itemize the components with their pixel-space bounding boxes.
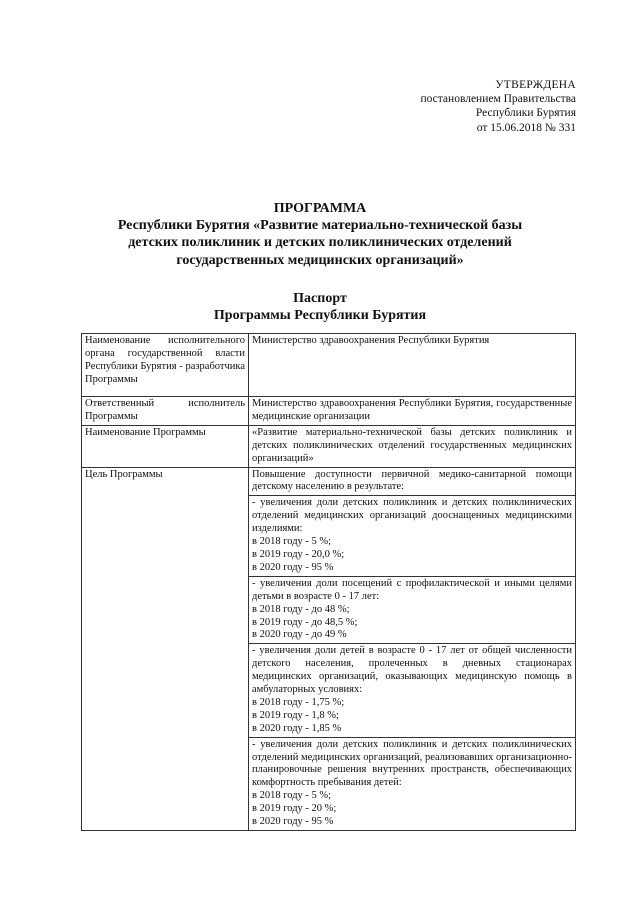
program-title-line-2: Республики Бурятия «Развитие материально-технической базы bbox=[117, 218, 523, 234]
goal-1-2019: в 2019 году - 20,0 %; bbox=[252, 548, 345, 560]
goal-3-cell bbox=[249, 644, 576, 737]
program-name-label-cell bbox=[82, 425, 249, 467]
goal-3-2020: в 2020 году - 1,85 % bbox=[252, 722, 342, 734]
goal-4-2018: в 2018 году - 5 %; bbox=[252, 790, 332, 802]
program-title-line-4: государственных медицинских организаций» bbox=[176, 252, 464, 268]
executor-label-cell bbox=[82, 397, 249, 426]
goal-4-2019: в 2019 году - 20 %; bbox=[252, 803, 337, 815]
goal-3-2018: в 2018 году - 1,75 %; bbox=[252, 696, 345, 708]
approval-line-2: Республики Бурятия bbox=[475, 107, 576, 120]
goal-2-cell bbox=[249, 576, 576, 644]
program-name-value: «Развитие материально-технической базы детских поликлиник и детских поликлинических отделений государственных медицинских организаций» bbox=[252, 426, 572, 464]
goal-intro: Повышение доступности первичной медико-санитарной помощи детскому населению в результате: bbox=[252, 468, 572, 493]
approval-block bbox=[316, 78, 576, 135]
goal-1-2018: в 2018 году - 5 %; bbox=[252, 536, 332, 548]
program-name-value-cell bbox=[249, 425, 576, 467]
executor-label: Ответственный исполнитель Программы bbox=[85, 398, 245, 422]
passport-table bbox=[81, 333, 576, 831]
passport-title bbox=[70, 290, 570, 324]
developer-label: Наименование исполнительного органа государственной власти Республики Бурятия - разработчика Программы bbox=[85, 335, 245, 385]
goal-2-2018: в 2018 году - до 48 %; bbox=[252, 603, 350, 615]
table-row bbox=[82, 397, 576, 426]
developer-value-cell bbox=[249, 334, 576, 397]
approval-line-3: от 15.06.2018 № 331 bbox=[476, 121, 576, 134]
goal-label: Цель Программы bbox=[85, 468, 163, 480]
developer-value: Министерство здравоохранения Республики Бурятия bbox=[252, 335, 490, 346]
executor-value: Министерство здравоохранения Республики Бурятия, государственные медицинские организации bbox=[252, 398, 572, 422]
developer-label-cell bbox=[82, 334, 249, 397]
goal-4-2020: в 2020 году - 95 % bbox=[252, 816, 334, 828]
program-title-line-3: детских поликлиник и детских поликлинических отделений bbox=[128, 235, 512, 251]
table-row bbox=[82, 334, 576, 397]
goal-3-2019: в 2019 году - 1,8 %; bbox=[252, 709, 339, 721]
program-title-line-1: ПРОГРАММА bbox=[273, 201, 367, 216]
approval-heading: УТВЕРЖДЕНА bbox=[495, 79, 576, 91]
goal-4-cell bbox=[249, 737, 576, 830]
program-name-label: Наименование Программы bbox=[85, 426, 206, 438]
goal-intro-cell bbox=[249, 467, 576, 496]
program-title bbox=[70, 200, 570, 269]
goal-label-cell bbox=[82, 467, 249, 830]
goal-1-text: - увеличения доли детских поликлиник и детских поликлинических отделений медицинских организаций дооснащенных медицинскими изделиями: bbox=[252, 497, 572, 535]
passport-title-line-1: Паспорт bbox=[293, 291, 347, 306]
executor-value-cell bbox=[249, 397, 576, 426]
goal-4-text: - увеличения доли детских поликлиник и детских поликлинических отделений медицинских организаций, реализовавших организационно-планировочные решения внутренних пространств, обеспечивающих комфортность пребывания детей: bbox=[252, 738, 572, 789]
approval-line-1: постановлением Правительства bbox=[420, 93, 576, 106]
passport-title-line-2: Программы Республики Бурятия bbox=[213, 308, 427, 323]
goal-1-2020: в 2020 году - 95 % bbox=[252, 561, 334, 573]
goal-2-2020: в 2020 году - до 49 % bbox=[252, 629, 347, 641]
table-row bbox=[82, 467, 576, 496]
table-row bbox=[82, 425, 576, 467]
goal-2-text: - увеличения доли посещений с профилактической и иными целями детьми в возрасте 0 - 17 лет: bbox=[252, 577, 572, 602]
goal-1-cell bbox=[249, 496, 576, 576]
goal-2-2019: в 2019 году - до 48,5 %; bbox=[252, 616, 358, 628]
goal-3-text: - увеличения доли детей в возрасте 0 - 17 лет от общей численности детского населения, пролеченных в дневных стационарах медицинских организаций, оказывающих медицинскую помощь в амбулаторных условиях: bbox=[252, 645, 572, 696]
